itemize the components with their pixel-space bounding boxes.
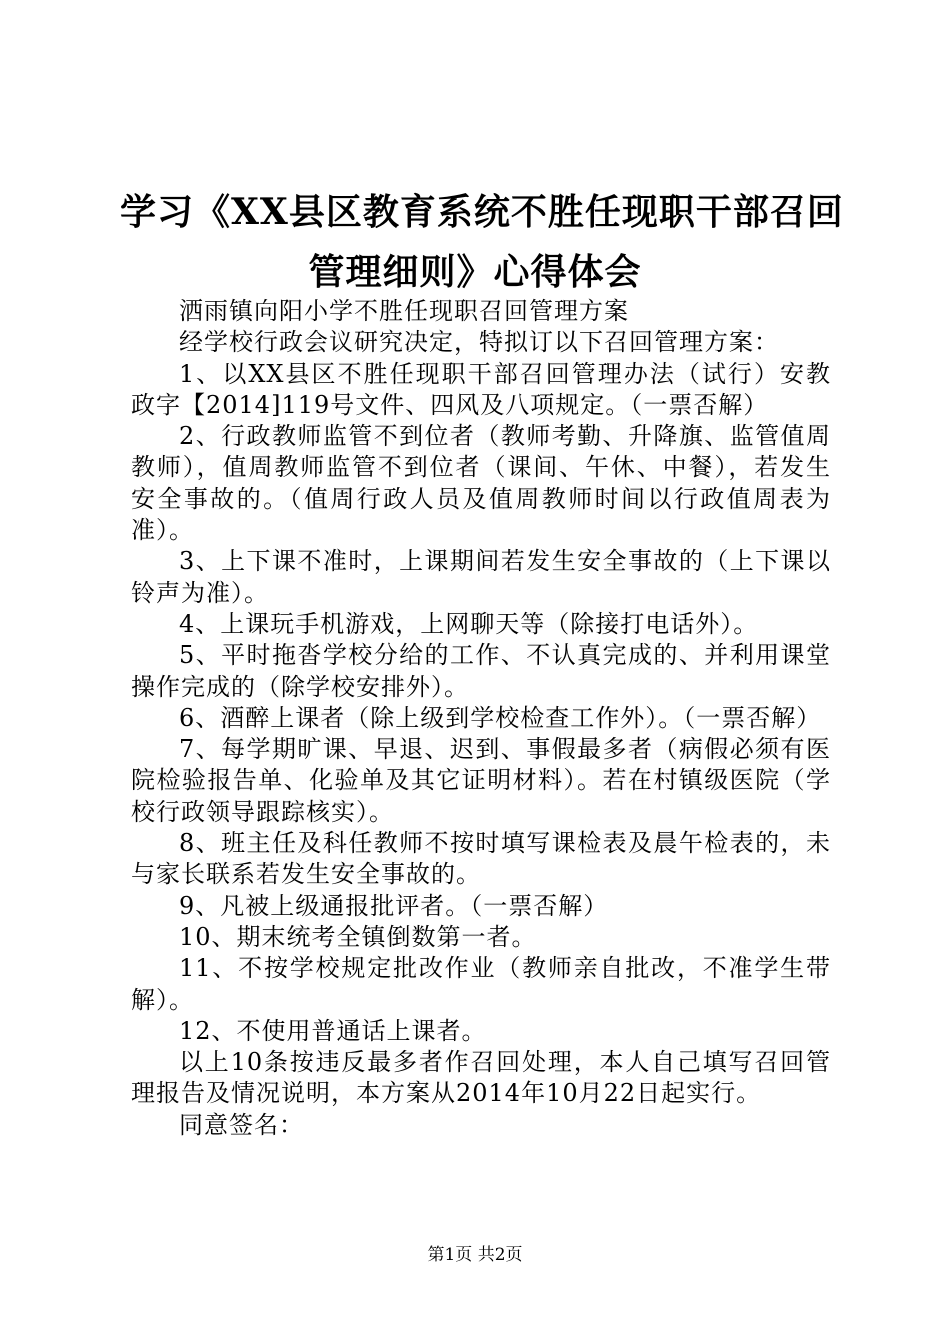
page-number-footer: 第1页 共2页 (427, 1245, 523, 1265)
paragraph-item-11: 11、不按学校规定批改作业（教师亲自批改，不准学生带解）。 (131, 954, 831, 1014)
paragraph-item-5: 5、平时拖沓学校分给的工作、不认真完成的、并利用课堂操作完成的（除学校安排外）。 (131, 641, 831, 701)
paragraph-item-7: 7、每学期旷课、早退、迟到、事假最多者（病假必须有医院检验报告单、化验单及其它证明材料）。若在村镇级医院（学校行政领导跟踪核实）。 (131, 735, 831, 826)
paragraph-signature: 同意签名： (179, 1110, 304, 1139)
paragraph-item-10: 10、期末统考全镇倒数第一者。 (179, 922, 537, 951)
paragraph-item-9: 9、凡被上级通报批评者。（一票否解） (179, 891, 609, 920)
document-body (131, 296, 831, 1141)
paragraph-item-2: 2、行政教师监管不到位者（教师考勤、升降旗、监管值周教师），值周教师监管不到位者（课间、午休、中餐），若发生安全事故的。（值周行政人员及值周教师时间以行政值周表为准）。 (131, 422, 831, 545)
paragraph-school-plan-title: 洒雨镇向阳小学不胜任现职召回管理方案 (179, 297, 629, 325)
document-title-line-2: 管理细则》心得体会 (308, 251, 642, 293)
paragraph-item-1: 1、以XX县区不胜任现职干部召回管理办法（试行）安教政字【2014]119号文件、四风及八项规定。（一票否解） (131, 359, 831, 419)
paragraph-item-4: 4、上课玩手机游戏，上网聊天等（除接打电话外）。 (179, 609, 759, 638)
paragraph-item-8: 8、班主任及科任教师不按时填写课检表及晨午检表的，未与家长联系若发生安全事故的。 (131, 829, 831, 889)
document-title-line-1: 学习《XX县区教育系统不胜任现职干部召回 (120, 191, 844, 233)
paragraph-summary: 以上10条按违反最多者作召回处理，本人自己填写召回管理报告及情况说明，本方案从2014年10月22日起实行。 (131, 1048, 831, 1108)
paragraph-item-3: 3、上下课不准时，上课期间若发生安全事故的（上下课以铃声为准）。 (131, 547, 831, 607)
paragraph-item-6: 6、酒醉上课者（除上级到学校检查工作外）。（一票否解） (179, 703, 822, 732)
paragraph-item-12: 12、不使用普通话上课者。 (179, 1016, 487, 1045)
paragraph-intro: 经学校行政会议研究决定，特拟订以下召回管理方案： (179, 328, 779, 357)
